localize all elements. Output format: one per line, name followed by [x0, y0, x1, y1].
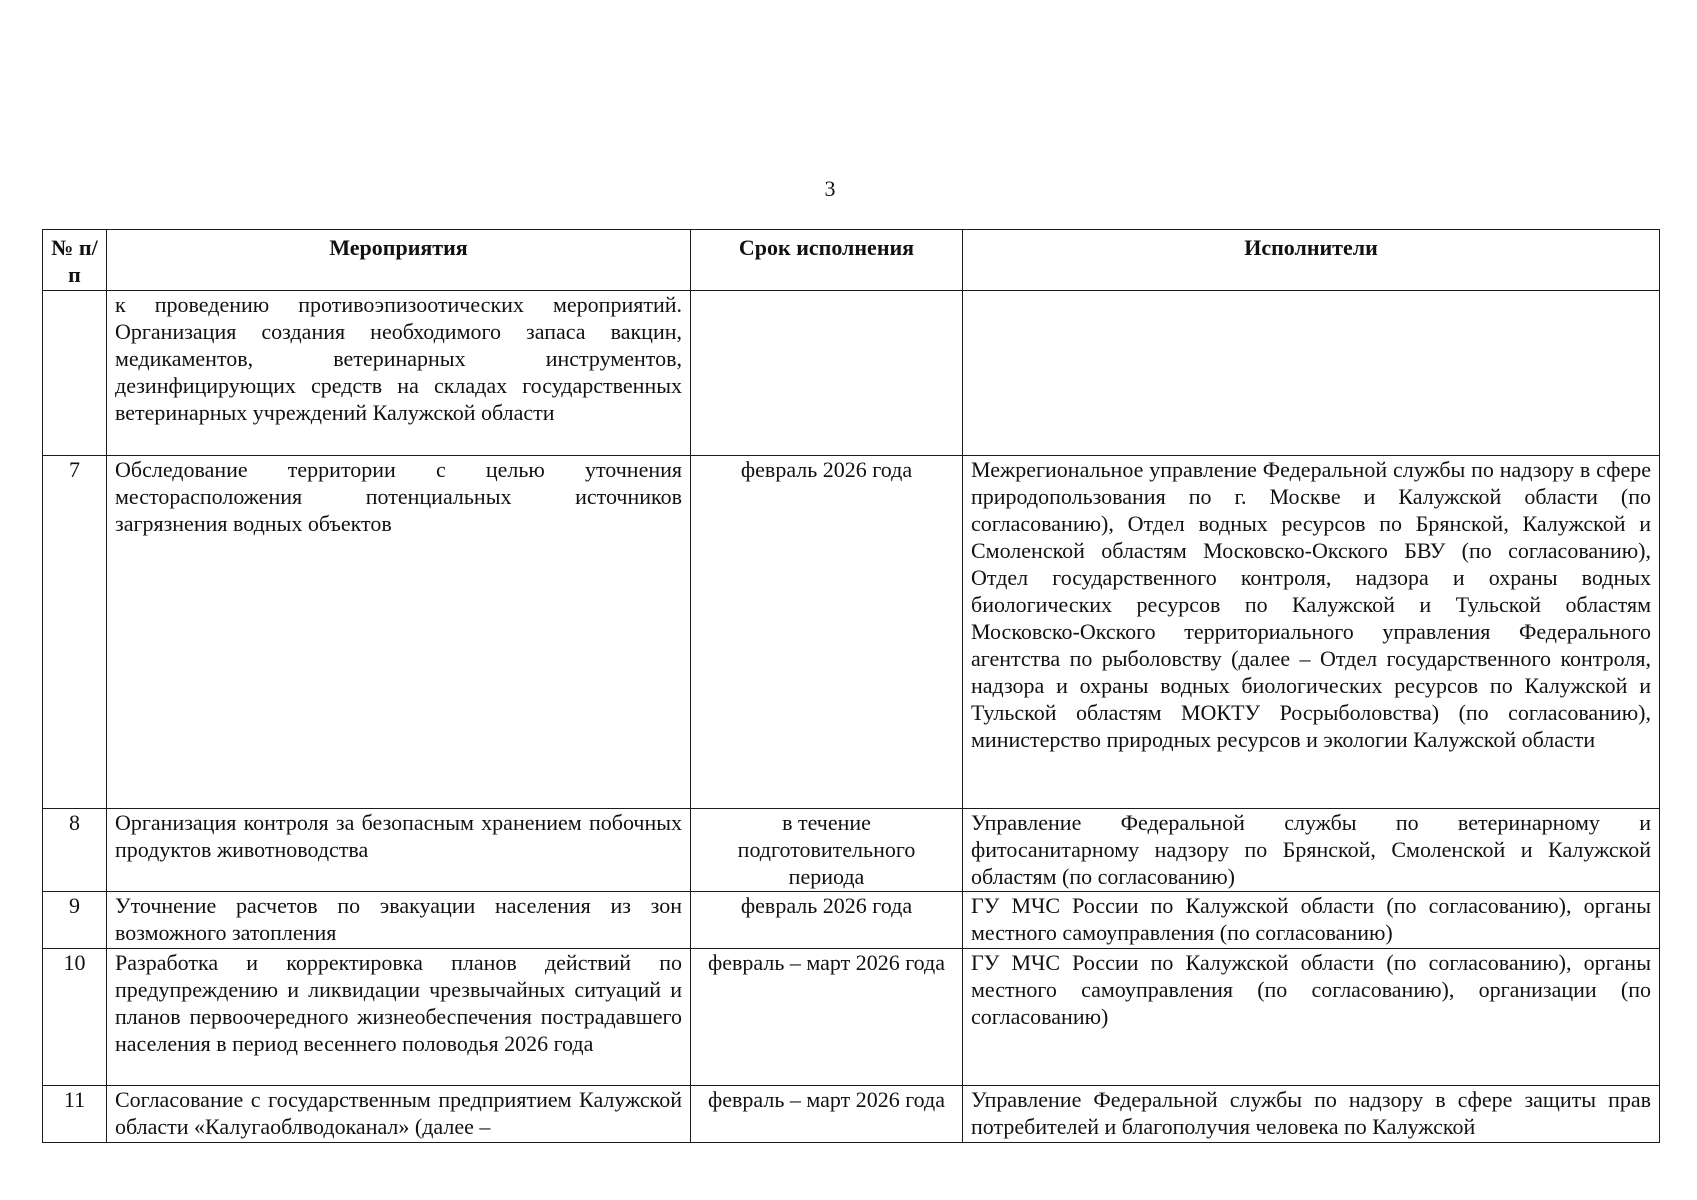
- row-activity: Уточнение расчетов по эвакуации населения из зон возможного затопления: [107, 892, 691, 949]
- row-activity: к проведению противоэпизоотических мероприятий. Организация создания необходимого запаса вакцин, медикаментов, ветеринарных инструментов, дезинфицирующих средств на складах государственных ветеринарных учреждений Калужской области: [107, 291, 691, 456]
- row-activity: Согласование с государственным предприятием Калужской области «Калугаоблводоканал» (далее –: [107, 1086, 691, 1143]
- page-number: 3: [824, 176, 836, 201]
- table-header-row: [43, 230, 1660, 291]
- row-executors: Управление Федеральной службы по ветеринарному и фитосанитарному надзору по Брянской, Смоленской и Калужской областям (по согласованию): [963, 809, 1660, 892]
- row-num: 9: [43, 892, 107, 949]
- row-term: [691, 291, 963, 456]
- row-num: 10: [43, 949, 107, 1086]
- table-row: [43, 892, 1660, 949]
- row-executors: ГУ МЧС России по Калужской области (по согласованию), органы местного самоуправления (по согласованию): [963, 892, 1660, 949]
- row-activity: Обследование территории с целью уточнения месторасположения потенциальных источников загрязнения водных объектов: [107, 456, 691, 809]
- row-term: февраль – март 2026 года: [691, 1086, 963, 1143]
- row-executors: Управление Федеральной службы по надзору в сфере защиты прав потребителей и благополучия человека по Калужской: [963, 1086, 1660, 1143]
- header-term: Срок исполнения: [691, 230, 963, 291]
- row-term: в течение подготовительного периода: [691, 809, 963, 892]
- row-executors: [963, 291, 1660, 456]
- row-activity: Разработка и корректировка планов действий по предупреждению и ликвидации чрезвычайных ситуаций и планов первоочередного жизнеобеспечения пострадавшего населения в период весеннего половодья 2026 года: [107, 949, 691, 1086]
- row-term: февраль – март 2026 года: [691, 949, 963, 1086]
- table-row: [43, 1086, 1660, 1143]
- table-row: [43, 949, 1660, 1086]
- row-num: 11: [43, 1086, 107, 1143]
- table-row: [43, 291, 1660, 456]
- row-executors: ГУ МЧС России по Калужской области (по согласованию), органы местного самоуправления (по согласованию), организации (по согласованию): [963, 949, 1660, 1086]
- header-executors: Исполнители: [963, 230, 1660, 291]
- header-num: № п/п: [43, 230, 107, 291]
- row-executors: Межрегиональное управление Федеральной службы по надзору в сфере природопользования по г. Москве и Калужской области (по согласованию), Отдел водных ресурсов по Брянской, Калужской и Смоленской областям Московско-Окского БВУ (по согласованию), Отдел государственного контроля, надзора и охраны водных биологических ресурсов по Калужской и Тульской областям Московско-Окского территориального управления Федерального агентства по рыболовству (далее – Отдел государственного контроля, надзора и охраны водных биологических ресурсов по Калужской и Тульской областям МОКТУ Росрыболовства) (по согласованию), министерство природных ресурсов и экологии Калужской области: [963, 456, 1660, 809]
- table-row: [43, 456, 1660, 809]
- row-num: [43, 291, 107, 456]
- row-activity: Организация контроля за безопасным хранением побочных продуктов животноводства: [107, 809, 691, 892]
- header-activity: Мероприятия: [107, 230, 691, 291]
- row-term: февраль 2026 года: [691, 456, 963, 809]
- table-row: [43, 809, 1660, 892]
- row-num: 7: [43, 456, 107, 809]
- measures-table: [42, 229, 1660, 1143]
- row-num: 8: [43, 809, 107, 892]
- row-term: февраль 2026 года: [691, 892, 963, 949]
